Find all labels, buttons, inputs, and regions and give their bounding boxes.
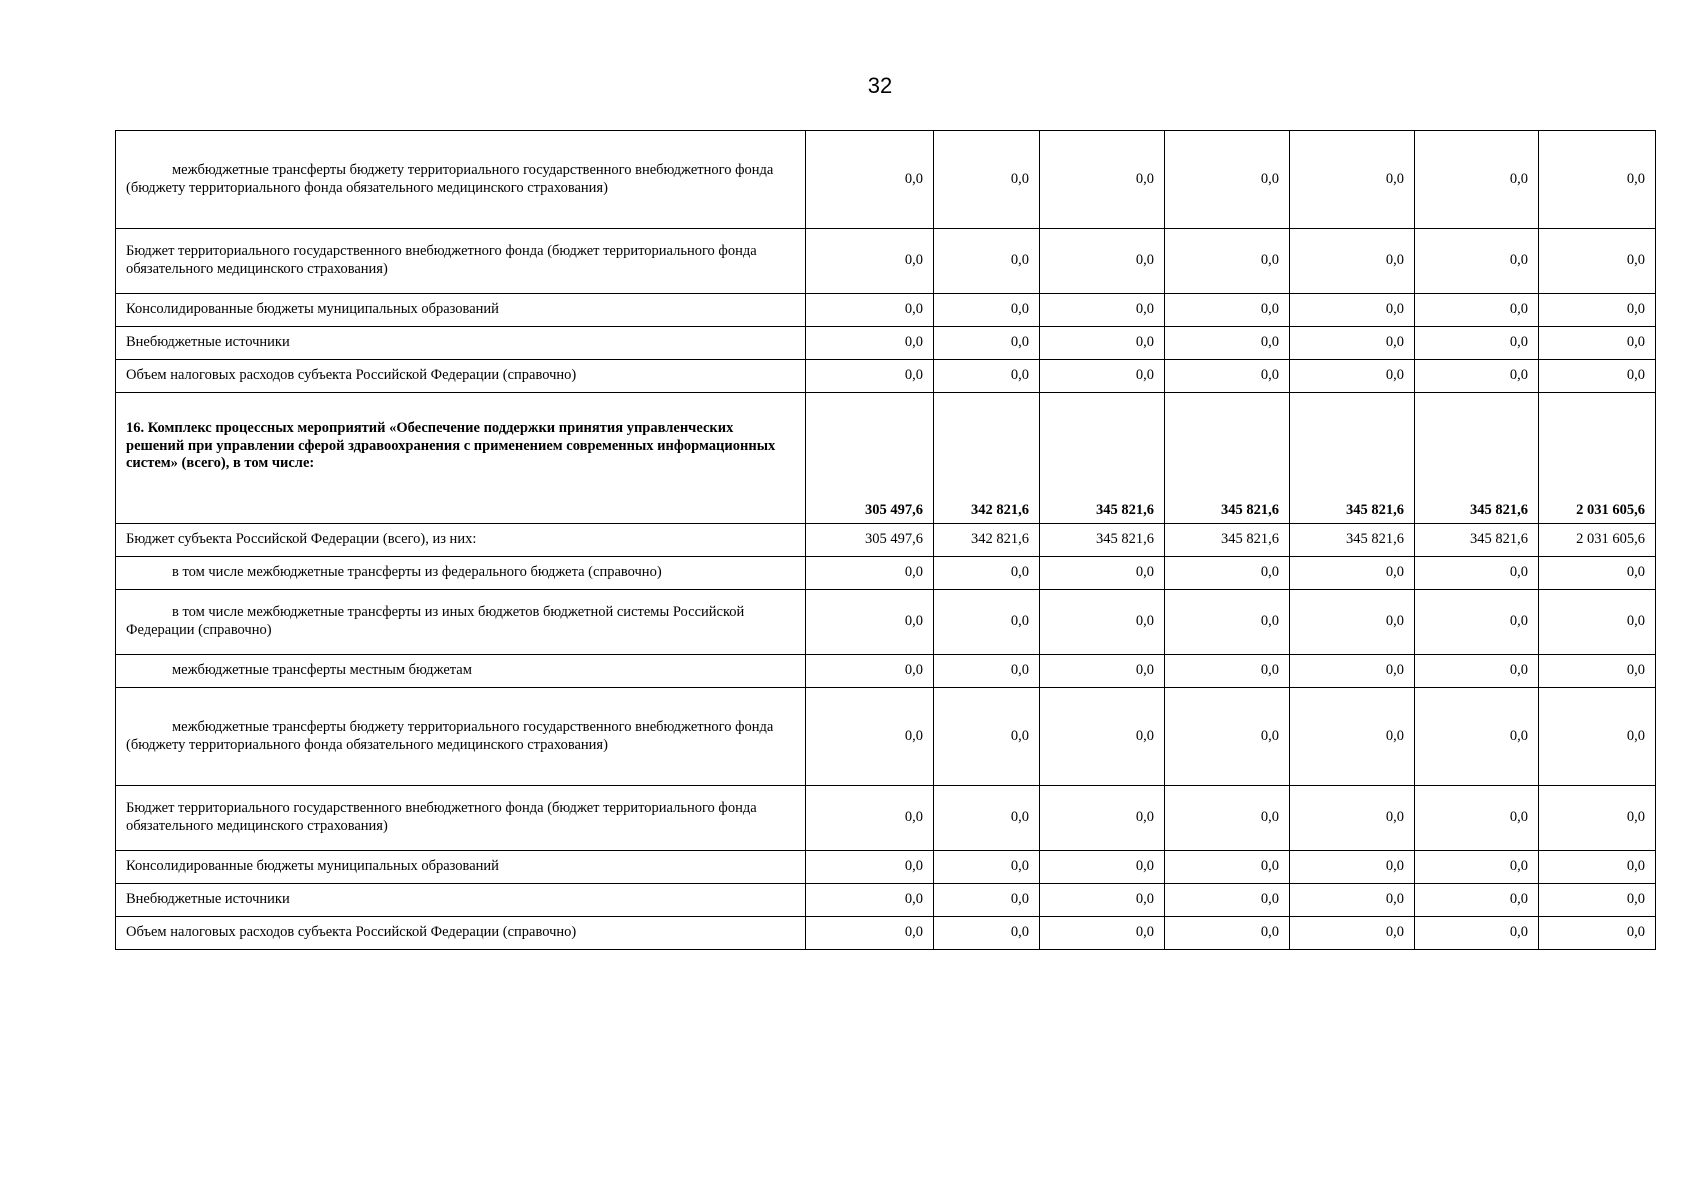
row-value: 345 821,6 <box>1165 524 1290 557</box>
row-label: межбюджетные трансферты бюджету территориального государственного внебюджетного фонда (бюджету территориального фонда обязательного медицинского страхования) <box>116 688 806 786</box>
row-value: 0,0 <box>1415 884 1539 917</box>
row-value: 0,0 <box>1415 294 1539 327</box>
table-row <box>116 131 1656 229</box>
row-value: 0,0 <box>1040 655 1165 688</box>
row-value: 345 821,6 <box>1415 393 1539 524</box>
row-value: 0,0 <box>1165 688 1290 786</box>
table-row <box>116 590 1656 655</box>
row-value: 342 821,6 <box>934 524 1040 557</box>
row-value: 0,0 <box>934 851 1040 884</box>
row-value: 0,0 <box>1165 917 1290 950</box>
row-value: 0,0 <box>806 851 934 884</box>
row-value: 0,0 <box>1290 557 1415 590</box>
table-row <box>116 655 1656 688</box>
row-value: 305 497,6 <box>806 524 934 557</box>
row-value: 305 497,6 <box>806 393 934 524</box>
row-value: 0,0 <box>1040 131 1165 229</box>
row-label: Внебюджетные источники <box>116 884 806 917</box>
row-value: 0,0 <box>1415 327 1539 360</box>
row-value: 0,0 <box>806 688 934 786</box>
row-value: 0,0 <box>1165 360 1290 393</box>
row-value: 0,0 <box>1415 851 1539 884</box>
row-value: 0,0 <box>1040 360 1165 393</box>
row-label: Бюджет территориального государственного внебюджетного фонда (бюджет территориального фонда обязательного медицинского страхования) <box>116 786 806 851</box>
row-value: 0,0 <box>1290 655 1415 688</box>
row-value: 0,0 <box>1539 557 1656 590</box>
row-value: 0,0 <box>1290 884 1415 917</box>
row-value: 0,0 <box>1290 131 1415 229</box>
row-value: 2 031 605,6 <box>1539 524 1656 557</box>
row-value: 0,0 <box>1539 327 1656 360</box>
table-row <box>116 327 1656 360</box>
row-label: Бюджет субъекта Российской Федерации (всего), из них: <box>116 524 806 557</box>
row-value: 0,0 <box>806 590 934 655</box>
row-value: 0,0 <box>1040 294 1165 327</box>
row-value: 0,0 <box>806 360 934 393</box>
row-value: 0,0 <box>1040 786 1165 851</box>
row-value: 0,0 <box>1165 131 1290 229</box>
row-value: 2 031 605,6 <box>1539 393 1656 524</box>
page-number: 32 <box>867 73 893 98</box>
row-label: в том числе межбюджетные трансферты из иных бюджетов бюджетной системы Российской Федерации (справочно) <box>116 590 806 655</box>
row-value: 0,0 <box>1165 327 1290 360</box>
table-row <box>116 786 1656 851</box>
row-value: 0,0 <box>934 884 1040 917</box>
row-value: 345 821,6 <box>1290 393 1415 524</box>
row-value: 0,0 <box>1539 688 1656 786</box>
row-value: 345 821,6 <box>1290 524 1415 557</box>
row-value: 0,0 <box>1539 917 1656 950</box>
row-value: 0,0 <box>1415 688 1539 786</box>
row-value: 0,0 <box>934 360 1040 393</box>
row-value: 0,0 <box>1040 851 1165 884</box>
row-value: 0,0 <box>806 229 934 294</box>
table-row <box>116 557 1656 590</box>
budget-table <box>115 130 1656 950</box>
row-label: Консолидированные бюджеты муниципальных образований <box>116 851 806 884</box>
row-label: 16. Комплекс процессных мероприятий «Обеспечение поддержки принятия управленческих решений при управлении сферой здравоохранения с применением современных информационных систем» (всего), в том числе: <box>116 393 806 524</box>
row-value: 0,0 <box>1290 327 1415 360</box>
row-value: 0,0 <box>1539 786 1656 851</box>
row-value: 0,0 <box>1290 294 1415 327</box>
row-label: Бюджет территориального государственного внебюджетного фонда (бюджет территориального фонда обязательного медицинского страхования) <box>116 229 806 294</box>
table-body <box>116 131 1656 950</box>
row-value: 0,0 <box>934 590 1040 655</box>
row-value: 0,0 <box>1040 688 1165 786</box>
row-value: 0,0 <box>1539 884 1656 917</box>
row-value: 0,0 <box>1290 229 1415 294</box>
row-value: 0,0 <box>1165 655 1290 688</box>
row-value: 0,0 <box>1415 360 1539 393</box>
row-label: в том числе межбюджетные трансферты из федерального бюджета (справочно) <box>116 557 806 590</box>
row-value: 0,0 <box>806 786 934 851</box>
row-value: 0,0 <box>1040 557 1165 590</box>
row-value: 0,0 <box>934 131 1040 229</box>
row-value: 0,0 <box>1415 917 1539 950</box>
row-value: 0,0 <box>1165 557 1290 590</box>
row-value: 0,0 <box>806 557 934 590</box>
row-value: 0,0 <box>1040 590 1165 655</box>
table-row <box>116 688 1656 786</box>
row-label: межбюджетные трансферты бюджету территориального государственного внебюджетного фонда (бюджету территориального фонда обязательного медицинского страхования) <box>116 131 806 229</box>
row-value: 0,0 <box>806 294 934 327</box>
row-value: 0,0 <box>1290 360 1415 393</box>
row-value: 0,0 <box>1165 884 1290 917</box>
row-value: 0,0 <box>1040 327 1165 360</box>
row-value: 0,0 <box>1415 229 1539 294</box>
row-value: 0,0 <box>1290 590 1415 655</box>
table-row <box>116 360 1656 393</box>
table-row <box>116 294 1656 327</box>
row-value: 0,0 <box>1040 229 1165 294</box>
row-value: 0,0 <box>934 917 1040 950</box>
row-value: 0,0 <box>934 557 1040 590</box>
row-value: 0,0 <box>1415 131 1539 229</box>
row-value: 345 821,6 <box>1040 393 1165 524</box>
table-row <box>116 917 1656 950</box>
row-value: 0,0 <box>1539 590 1656 655</box>
table-row <box>116 851 1656 884</box>
row-value: 0,0 <box>1415 557 1539 590</box>
row-value: 0,0 <box>806 131 934 229</box>
row-label: Консолидированные бюджеты муниципальных образований <box>116 294 806 327</box>
row-value: 0,0 <box>1290 851 1415 884</box>
row-label: межбюджетные трансферты местным бюджетам <box>116 655 806 688</box>
row-value: 0,0 <box>1165 851 1290 884</box>
row-value: 0,0 <box>1290 917 1415 950</box>
row-value: 0,0 <box>1290 786 1415 851</box>
row-value: 0,0 <box>934 327 1040 360</box>
table-row <box>116 884 1656 917</box>
row-value: 345 821,6 <box>1415 524 1539 557</box>
row-label: Объем налоговых расходов субъекта Российской Федерации (справочно) <box>116 360 806 393</box>
row-value: 0,0 <box>806 655 934 688</box>
row-value: 0,0 <box>1290 688 1415 786</box>
row-value: 0,0 <box>934 688 1040 786</box>
row-value: 0,0 <box>1165 786 1290 851</box>
row-value: 0,0 <box>1539 294 1656 327</box>
row-value: 0,0 <box>1165 229 1290 294</box>
row-value: 0,0 <box>1539 851 1656 884</box>
row-value: 0,0 <box>806 327 934 360</box>
row-value: 0,0 <box>1415 590 1539 655</box>
row-value: 0,0 <box>1539 131 1656 229</box>
row-value: 345 821,6 <box>1040 524 1165 557</box>
row-value: 0,0 <box>1165 294 1290 327</box>
row-label: Внебюджетные источники <box>116 327 806 360</box>
table-row <box>116 524 1656 557</box>
row-value: 0,0 <box>1415 786 1539 851</box>
row-value: 0,0 <box>1415 655 1539 688</box>
row-value: 0,0 <box>934 229 1040 294</box>
row-label: Объем налоговых расходов субъекта Российской Федерации (справочно) <box>116 917 806 950</box>
table-section-row <box>116 393 1656 524</box>
row-value: 0,0 <box>1539 229 1656 294</box>
row-value: 0,0 <box>806 917 934 950</box>
row-value: 0,0 <box>1539 655 1656 688</box>
row-value: 0,0 <box>934 294 1040 327</box>
row-value: 0,0 <box>934 786 1040 851</box>
table-row <box>116 229 1656 294</box>
row-value: 342 821,6 <box>934 393 1040 524</box>
row-value: 0,0 <box>934 655 1040 688</box>
row-value: 0,0 <box>1165 590 1290 655</box>
row-value: 345 821,6 <box>1165 393 1290 524</box>
row-value: 0,0 <box>806 884 934 917</box>
row-value: 0,0 <box>1040 917 1165 950</box>
row-value: 0,0 <box>1539 360 1656 393</box>
row-value: 0,0 <box>1040 884 1165 917</box>
